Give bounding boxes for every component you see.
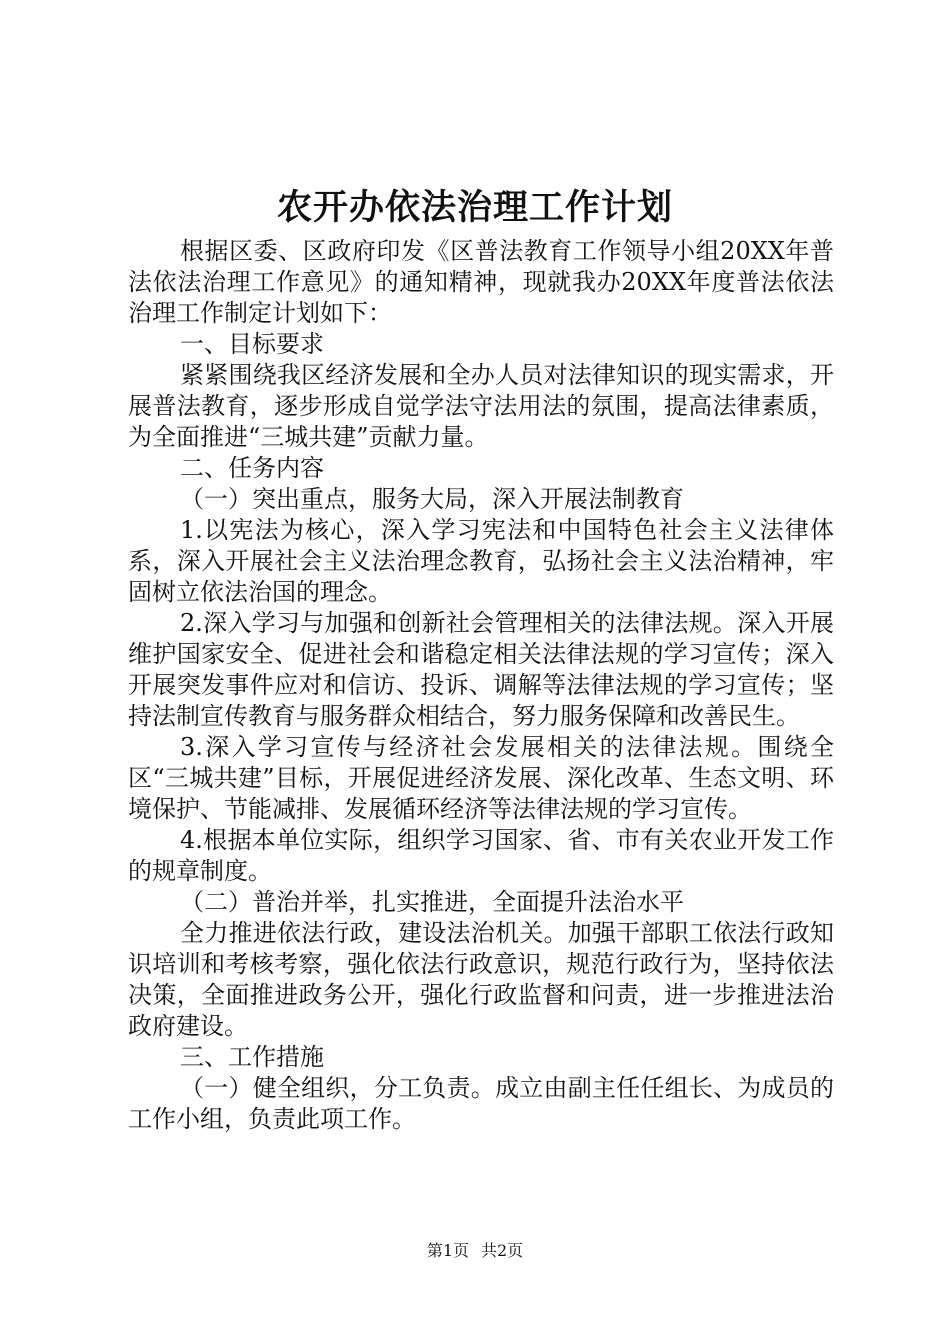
heading-tasks: 二、任务内容 [180,454,324,482]
page-footer [0,1240,950,1262]
paragraph-task-item-1: 1.以宪法为核心，深入学习宪法和中国特色社会主义法律体系，深入开展社会主义法治理念教育，弘扬社会主义法治精神，牢固树立依法治国的理念。 [128,516,834,606]
heading-measures: 三、工作措施 [180,1043,324,1071]
page-number-current: 第1页 [426,1241,469,1260]
paragraph-task-item-4: 4.根据本单位实际，组织学习国家、省、市有关农业开发工作的规章制度。 [128,826,834,885]
paragraph-objectives: 紧紧围绕我区经济发展和全办人员对法律知识的现实需求，开展普法教育，逐步形成自觉学法守法用法的氛围，提高法律素质，为全面推进“三城共建”贡献力量。 [128,361,834,451]
subheading-task-2: （二）普治并举，扎实推进，全面提升法治水平 [180,888,684,916]
document-body [128,236,834,1135]
heading-objectives: 一、目标要求 [180,330,324,358]
paragraph-intro: 根据区委、区政府印发《区普法教育工作领导小组20XX年普法依法治理工作意见》的通知精神，现就我办20XX年度普法依法治理工作制定计划如下： [128,237,834,327]
paragraph-task-2-body: 全力推进依法行政，建设法治机关。加强干部职工依法行政知识培训和考核考察，强化依法行政意识，规范行政行为，坚持依法决策，全面推进政务公开，强化行政监督和问责，进一步推进法治政府建设。 [128,919,834,1040]
paragraph-task-item-2: 2.深入学习与加强和创新社会管理相关的法律法规。深入开展维护国家安全、促进社会和谐稳定相关法律法规的学习宣传；深入开展突发事件应对和信访、投诉、调解等法律法规的学习宣传；坚持法制宣传教育与服务群众相结合，努力服务保障和改善民生。 [128,609,834,730]
paragraph-task-item-3: 3.深入学习宣传与经济社会发展相关的法律法规。围绕全区“三城共建”目标，开展促进经济发展、深化改革、生态文明、环境保护、节能减排、发展循环经济等法律法规的学习宣传。 [128,733,834,823]
document-title: 农开办依法治理工作计划 [276,187,673,228]
paragraph-measure-1: （一）健全组织，分工负责。成立由副主任任组长、为成员的工作小组，负责此项工作。 [128,1074,834,1133]
subheading-task-1: （一）突出重点，服务大局，深入开展法制教育 [180,485,684,513]
page-number-total: 共2页 [481,1241,524,1260]
